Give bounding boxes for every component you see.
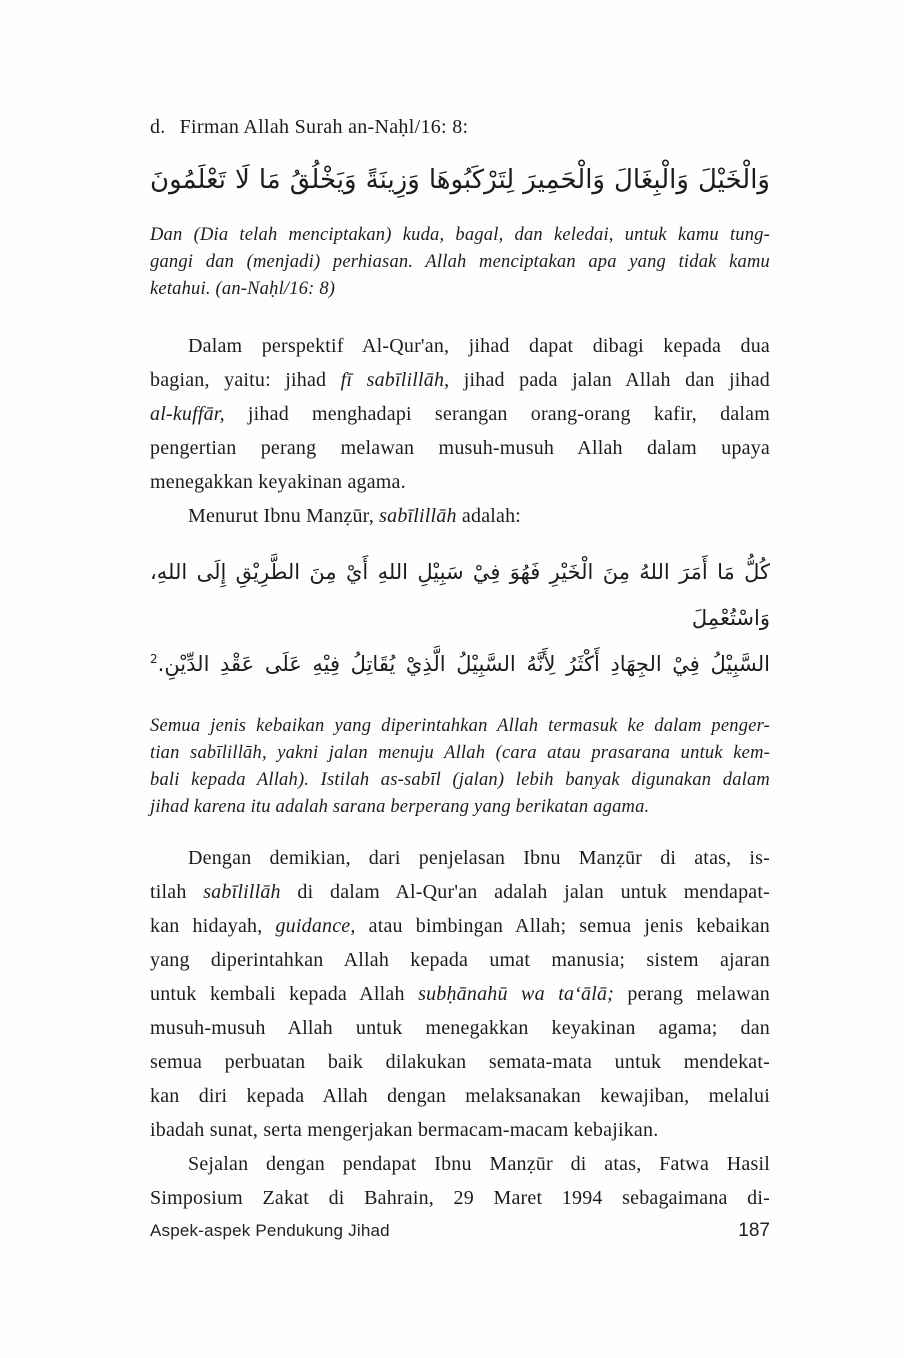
text-line (150, 909, 770, 943)
section-heading-label: d. (150, 116, 166, 138)
quran-verse-arabic: وَالْخَيْلَ وَالْبِغَالَ وَالْحَمِيرَ لِتَرْكَبُوهَا وَزِينَةً وَيَخْلُقُ مَا لَا تَعْلَمُونَ (150, 165, 770, 195)
arabic-quote (150, 549, 770, 687)
text-run: musuh-musuh Allah untuk menegakkan keyakinan agama; dan (150, 1017, 770, 1039)
body-paragraph-2 (150, 841, 770, 1147)
footer-page-number: 187 (738, 1220, 770, 1241)
text-run: Dalam perspektif Al-Qur'an, jihad dapat dibagi kepada dua (188, 335, 770, 357)
text-line (150, 1147, 770, 1181)
text-run: Simposium Zakat di Bahrain, 29 Maret 1994 sebagaimana di- (150, 1187, 770, 1209)
text-run: gangi dan (menjadi) perhiasan. Allah menciptakan apa yang tidak kamu (150, 252, 770, 272)
body-paragraph-3 (150, 1147, 770, 1215)
body-paragraph-1 (150, 329, 770, 499)
text-run: jihad karena itu adalah sarana berperang yang berikatan agama. (150, 797, 650, 817)
arabic-quote-translation (150, 713, 770, 821)
text-run: pengertian perang melawan musuh-musuh Allah dalam upaya (150, 437, 770, 459)
text-run: Dengan demikian, dari penjelasan Ibnu Manẓūr di atas, is- (188, 847, 770, 869)
text-run: al-kuffār, (150, 403, 225, 425)
text-line (150, 222, 770, 249)
text-run: jihad pada jalan Allah dan jihad (449, 369, 770, 391)
text-line (150, 329, 770, 363)
text-line (150, 1113, 770, 1147)
text-run: perang melawan (614, 983, 771, 1005)
text-run: Dan (Dia telah menciptakan) kuda, bagal, dan keledai, untuk kamu tung- (150, 225, 770, 245)
text-run: Menurut Ibnu Manẓūr, (188, 505, 380, 527)
text-line (150, 767, 770, 794)
text-line (150, 1079, 770, 1113)
text-run: jihad menghadapi serangan orang-orang kafir, dalam (224, 403, 770, 425)
text-run: yang diperintahkan Allah kepada umat manusia; sistem ajaran (150, 949, 770, 971)
section-heading-text: Firman Allah Surah an-Naḥl/16: 8: (179, 116, 469, 138)
page-footer (150, 1220, 770, 1242)
text-run: ketahui. (an-Naḥl/16: 8) (150, 279, 336, 299)
text-line (150, 1045, 770, 1079)
text-run: ibadah sunat, serta mengerjakan bermacam-macam kebajikan. (150, 1119, 659, 1141)
text-line (150, 794, 770, 821)
text-line (150, 465, 770, 499)
text-run: kan hidayah, (150, 915, 276, 937)
text-line (150, 431, 770, 465)
text-run: Semua jenis kebaikan yang diperintahkan Allah termasuk ke dalam penger- (150, 716, 770, 736)
text-run: sabīlillāh (203, 881, 281, 903)
text-line (150, 276, 770, 303)
text-run: السَّبِيْلُ فِيْ الجِهَادِ أَكْثَرُ لِأَنَّهُ السَّبِيْلُ الَّذِيْ يُقَاتِلُ فِيْهِ عَلَى عَقْدِ الدِّيْنِ. (157, 652, 770, 676)
text-line (150, 1011, 770, 1045)
text-run: guidance, (275, 915, 356, 937)
text-line (150, 875, 770, 909)
text-run: atau bimbingan Allah; semua jenis kebaikan (355, 915, 770, 937)
text-line (150, 499, 770, 533)
text-line (150, 841, 770, 875)
quran-verse-translation (150, 222, 770, 303)
text-line (150, 249, 770, 276)
text-run: bagian, yaitu: jihad (150, 369, 341, 391)
text-line (150, 943, 770, 977)
text-line (150, 713, 770, 740)
text-run: subḥānahū wa ta‘ālā; (418, 983, 615, 1005)
text-line (150, 397, 770, 431)
text-run: semua perbuatan baik dilakukan semata-mata untuk mendekat- (150, 1051, 770, 1073)
text-run: tian sabīlillāh, yakni jalan menuju Allah (cara atau prasarana untuk kem- (150, 743, 770, 763)
footnote-marker: 2 (150, 652, 158, 666)
text-run: Sejalan dengan pendapat Ibnu Manẓūr di atas, Fatwa Hasil (188, 1153, 770, 1175)
text-line (150, 549, 770, 641)
text-run: adalah: (456, 505, 522, 527)
text-run: di dalam Al-Qur'an adalah jalan untuk mendapat- (280, 881, 770, 903)
text-line (150, 740, 770, 767)
footer-running-title: Aspek-aspek Pendukung Jihad (150, 1221, 390, 1240)
text-line (150, 977, 770, 1011)
text-line (150, 363, 770, 397)
text-run: tilah (150, 881, 204, 903)
text-line (150, 1181, 770, 1215)
text-line (150, 641, 770, 687)
text-run: bali kepada Allah). Istilah as-sabīl (jalan) lebih banyak digunakan dalam (150, 770, 770, 790)
text-run: menegakkan keyakinan agama. (150, 471, 406, 493)
page-content (150, 112, 770, 1215)
text-run: untuk kembali kepada Allah (150, 983, 419, 1005)
text-run: كُلُّ مَا أَمَرَ اللهُ مِنَ الْخَيْرِ فَهُوَ فِيْ سَبِيْلِ اللهِ أَيْ مِنَ الطَّرِيْقِ إِلَى اللهِ، وَاسْتُعْمِلَ (150, 560, 770, 630)
text-run: fī sabīlillāh, (340, 369, 450, 391)
text-run: kan diri kepada Allah dengan melaksanakan kewajiban, melalui (150, 1085, 770, 1107)
section-heading (150, 112, 770, 142)
lead-in-line (150, 499, 770, 533)
text-run: sabīlillāh (379, 505, 457, 527)
